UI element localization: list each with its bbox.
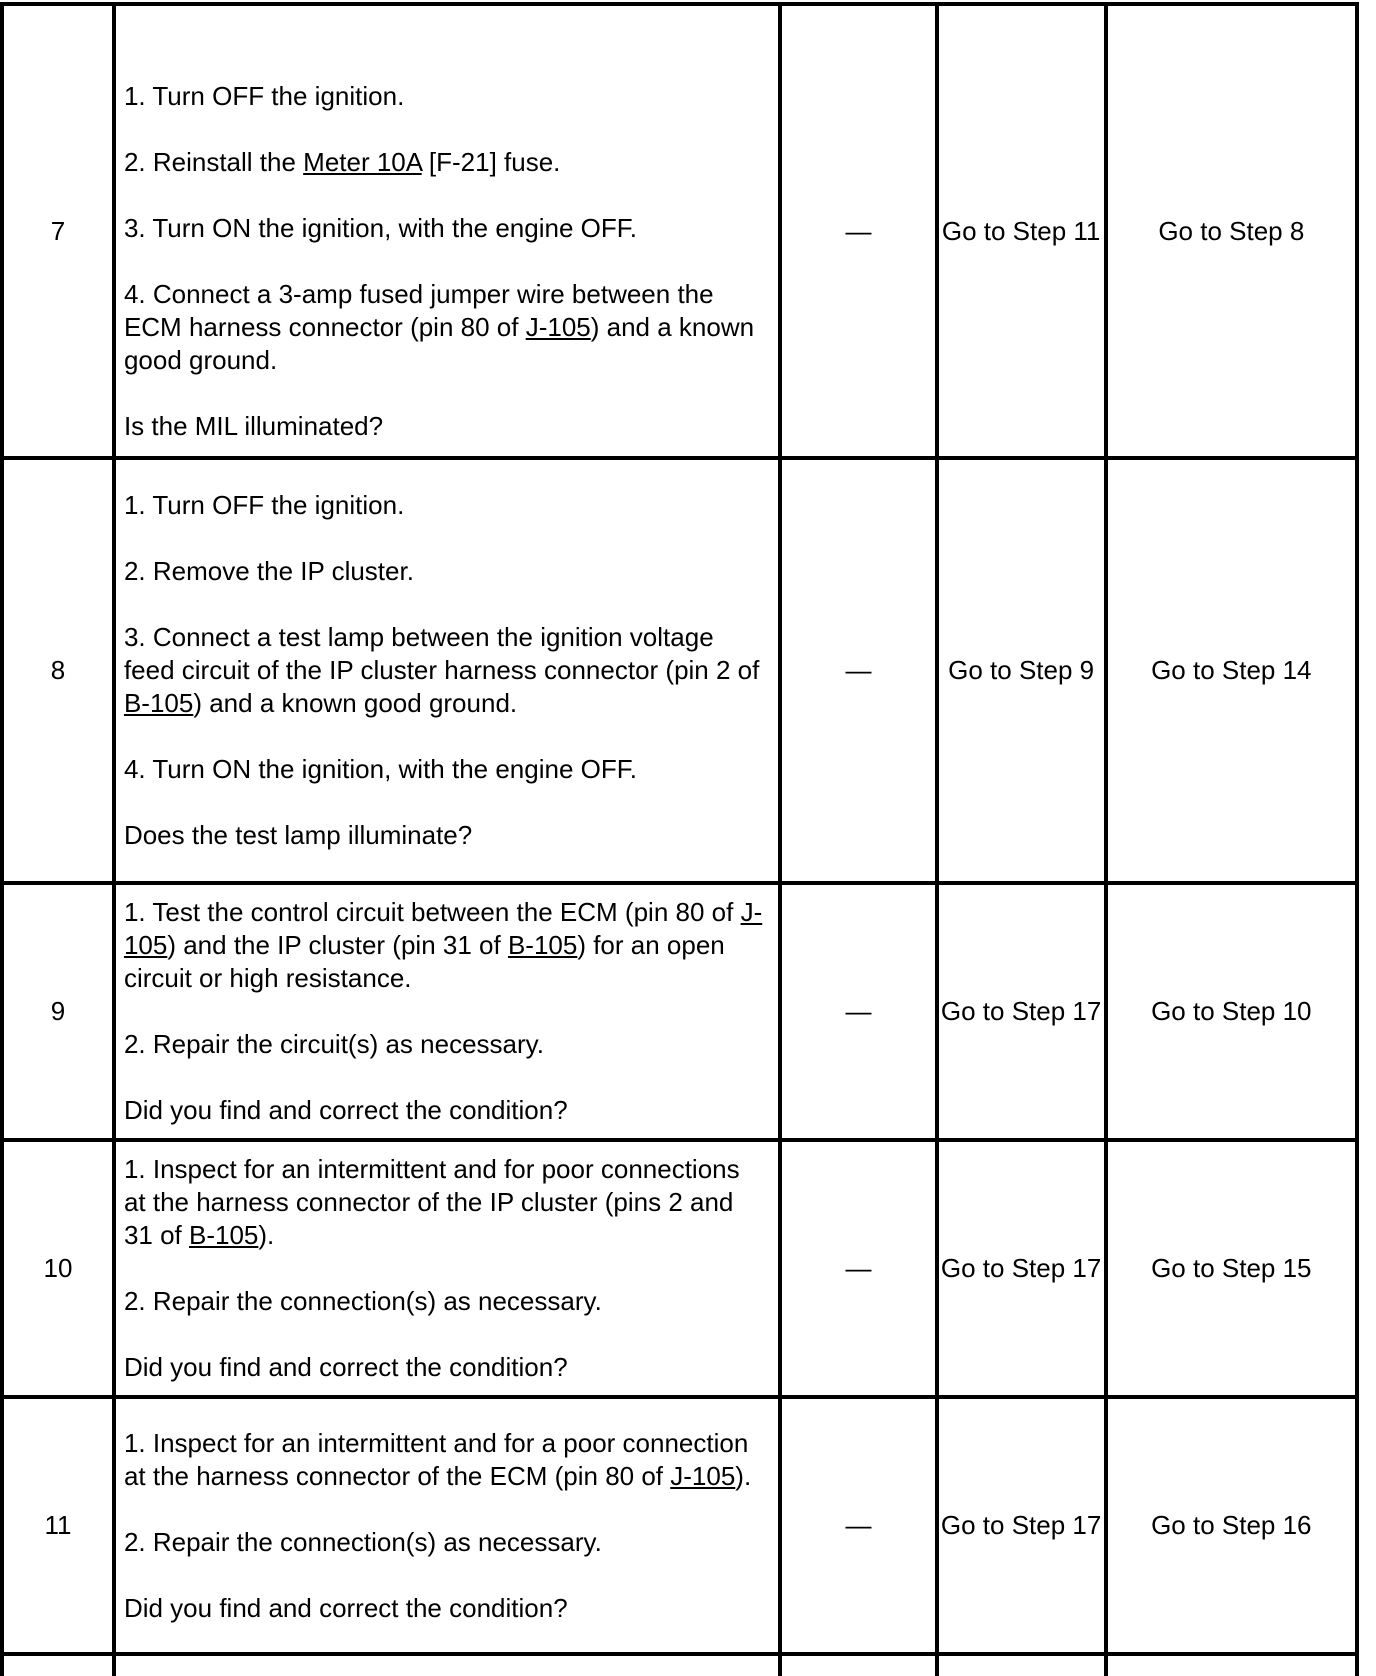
action-text: ) for an open circuit or high resistance. [123,930,725,993]
paragraph-gap [124,1061,764,1094]
no-cell [1106,883,1357,1140]
value-text: — [845,215,872,246]
yes-cell [937,1397,1106,1654]
step-number-cell [2,1397,114,1654]
paragraph-gap [124,245,764,278]
no-text: Go to Step 10 [1151,996,1312,1026]
continuation-cell [780,1654,936,1676]
table-row [2,883,1357,1140]
paragraph-gap [124,1559,764,1592]
yes-text: Go to Step 17 [940,1253,1102,1283]
action-paragraph [124,621,764,720]
action-text: 4. Connect a 3-amp fused jumper wire between the ECM harness connector (pin 80 of [123,278,714,342]
diagnostic-steps-table [0,2,1359,1676]
connector-reference-link: B-105 [123,688,194,718]
step-number-cell [2,458,114,883]
paragraph-gap [124,1318,764,1351]
connector-reference-link: B-105 [189,1220,259,1250]
continuation-cell [2,1654,114,1676]
table-row [2,1140,1357,1397]
connector-reference-link: J-105 [525,311,591,342]
paragraph-gap [124,377,764,410]
value-cell [780,1397,936,1654]
action-text: 1. Test the control circuit between the ECM (pin 80 of [123,897,741,927]
action-text: 2. Reinstall the [123,146,304,177]
no-text: Go to Step 15 [1151,1253,1312,1283]
action-paragraph [124,146,764,179]
paragraph-gap [124,522,764,555]
action-text: 1. Inspect for an intermittent and for poor connections at the harness connector of the IP cluster (pins 2 and 31 of [123,1154,740,1250]
table-row [2,4,1357,458]
action-text: Does the test lamp illuminate? [123,820,473,850]
value-text: — [845,996,872,1026]
action-text: 1. Turn OFF the ignition. [123,80,405,111]
step-number: 11 [44,1510,72,1540]
action-paragraph [124,80,764,113]
action-text: Did you find and correct the condition? [123,1352,568,1382]
paragraph-gap [124,1252,764,1285]
action-paragraph [124,1526,764,1559]
action-paragraph [124,1028,764,1061]
table-body [2,4,1357,1676]
value-text: — [845,1510,872,1540]
action-cell [114,458,780,883]
action-paragraph [124,555,764,588]
paragraph-gap [124,786,764,819]
table-row [2,1397,1357,1654]
action-cell [114,4,780,458]
connector-reference-link: B-105 [507,930,578,960]
action-text: 1. Turn OFF the ignition. [123,490,405,520]
value-cell [780,883,936,1140]
paragraph-gap [124,1493,764,1526]
paragraph-gap [124,995,764,1028]
connector-reference-link: Meter 10A [303,146,422,177]
yes-text: Go to Step 17 [940,1510,1102,1540]
action-text: [F-21] fuse. [421,146,561,177]
action-text: ) and a known good ground. [193,688,518,718]
action-text: ). [258,1220,275,1250]
action-cell [114,883,780,1140]
action-paragraph [124,1285,764,1318]
action-text: 2. Repair the connection(s) as necessary. [123,1526,602,1557]
action-paragraph [124,489,764,522]
action-text: ). [735,1460,752,1491]
yes-cell [937,4,1106,458]
continuation-cell [937,1654,1106,1676]
action-paragraph [124,1351,764,1384]
action-paragraph [124,278,764,377]
paragraph-gap [124,588,764,621]
paragraph-gap [124,113,764,146]
step-number: 8 [50,655,66,685]
action-text: Did you find and correct the condition? [123,1095,568,1125]
action-paragraph [124,1592,764,1625]
yes-cell [937,883,1106,1140]
action-text: 1. Inspect for an intermittent and for a poor connection at the harness connector of the ECM (pin 80 of [123,1427,749,1491]
no-cell [1106,4,1357,458]
action-text: 3. Connect a test lamp between the ignition voltage feed circuit of the IP cluster harness connector (pin 2 of [123,622,760,685]
action-text: Did you find and correct the condition? [123,1592,568,1623]
step-number-cell [2,1140,114,1397]
action-text: 2. Repair the connection(s) as necessary. [123,1286,602,1316]
action-paragraph [124,1153,764,1252]
action-paragraph [124,212,764,245]
continuation-cell [1106,1654,1357,1676]
action-text: 3. Turn ON the ignition, with the engine OFF. [123,212,637,243]
paragraph-gap [124,720,764,753]
yes-cell [937,1140,1106,1397]
step-number: 7 [50,215,66,246]
step-number: 9 [50,996,66,1026]
no-cell [1106,1397,1357,1654]
action-text: ) and the IP cluster (pin 31 of [167,930,508,960]
no-cell [1106,1140,1357,1397]
table-row-continuation [2,1654,1357,1676]
action-cell [114,1397,780,1654]
connector-reference-link: J-105 [670,1460,736,1491]
action-paragraph [124,896,764,995]
action-text: ) and a known good ground. [123,311,755,375]
yes-text: Go to Step 9 [948,655,1095,685]
no-text: Go to Step 14 [1151,655,1312,685]
no-cell [1106,458,1357,883]
action-text: 2. Remove the IP cluster. [123,556,414,586]
action-paragraph [124,819,764,852]
value-text: — [845,1253,872,1283]
value-cell [780,4,936,458]
action-text: 2. Repair the circuit(s) as necessary. [123,1029,544,1059]
action-cell [114,1140,780,1397]
step-number-cell [2,883,114,1140]
action-text: 4. Turn ON the ignition, with the engine OFF. [123,754,637,784]
action-paragraph [124,1427,764,1493]
step-number-cell [2,4,114,458]
action-paragraph [124,753,764,786]
action-paragraph [124,410,764,443]
action-paragraph [124,1094,764,1127]
value-cell [780,1140,936,1397]
value-text: — [845,655,872,685]
value-cell [780,458,936,883]
yes-text: Go to Step 17 [940,996,1102,1026]
no-text: Go to Step 8 [1158,215,1305,246]
yes-text: Go to Step 11 [941,215,1101,246]
yes-cell [937,458,1106,883]
continuation-cell [114,1654,780,1676]
connector-reference-link: J-105 [123,897,763,960]
table-row [2,458,1357,883]
action-text: Is the MIL illuminated? [123,410,384,441]
step-number: 10 [43,1253,73,1283]
no-text: Go to Step 16 [1151,1510,1312,1540]
paragraph-gap [124,179,764,212]
